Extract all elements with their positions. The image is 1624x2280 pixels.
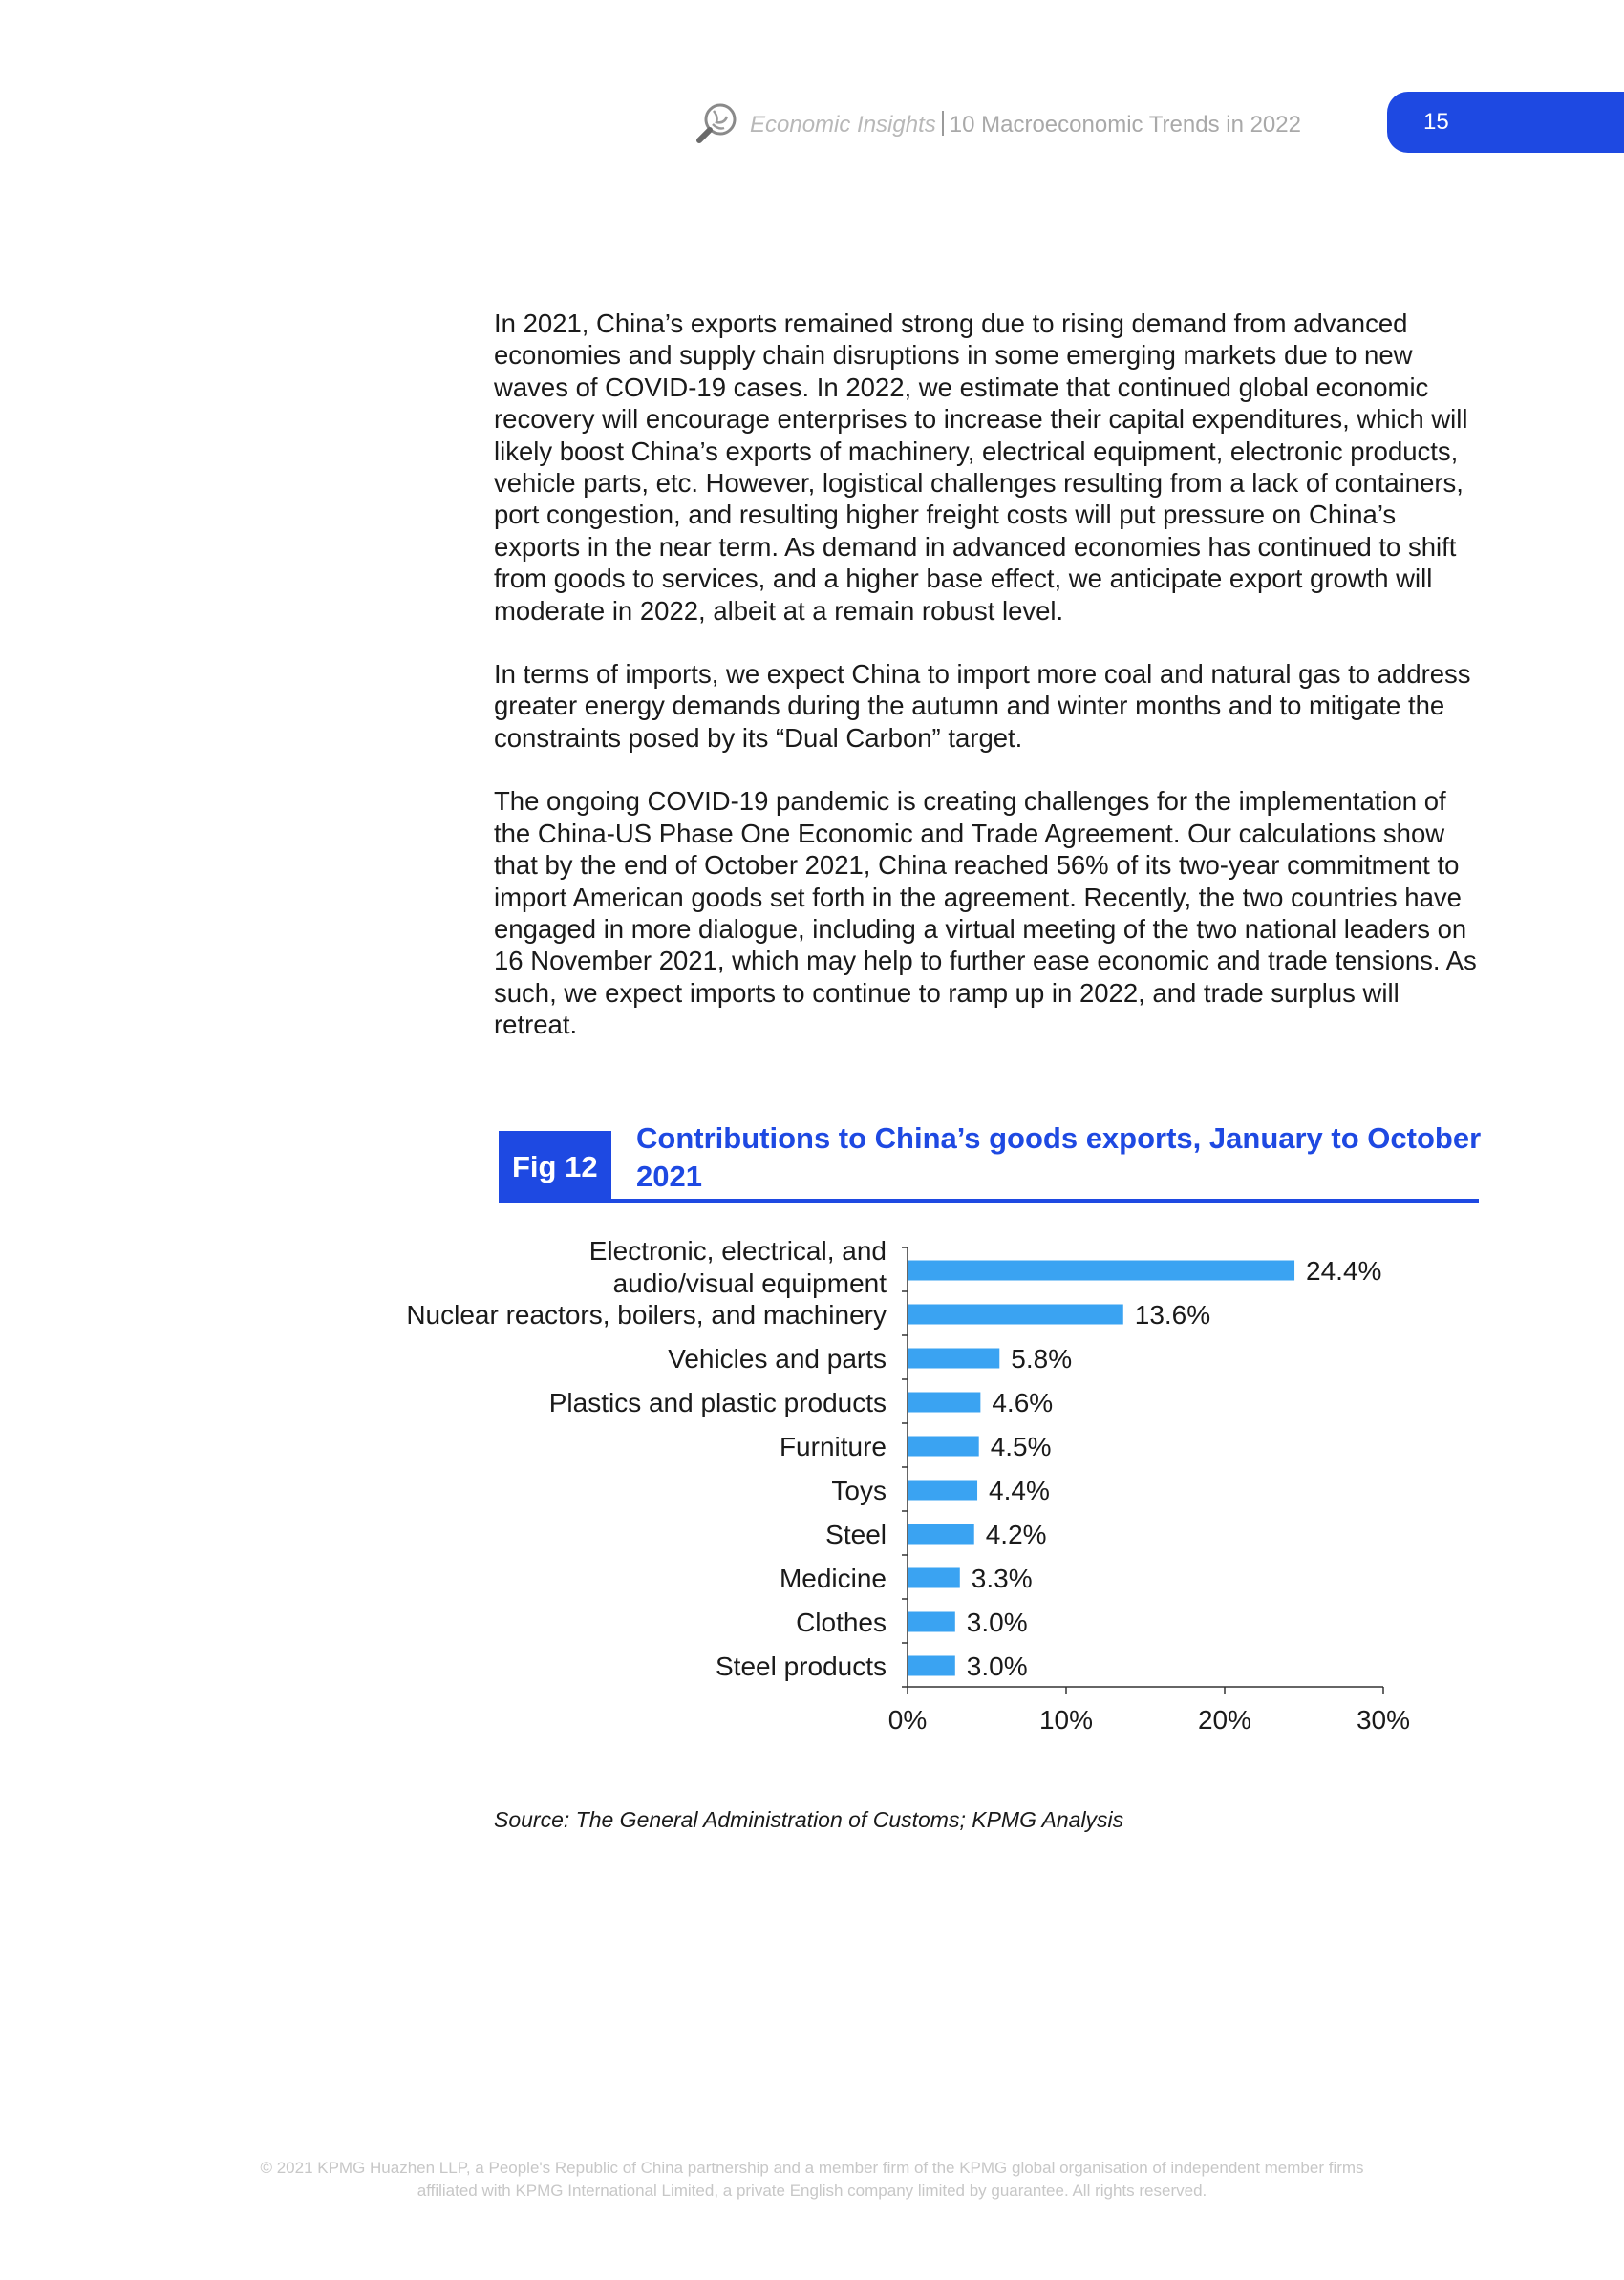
category-label: Clothes [796,1608,887,1637]
exports-contribution-chart [382,1232,1433,1767]
bar-4 [908,1437,979,1457]
paragraph-exports: In 2021, China’s exports remained strong due to rising demand from advanced economies and supply chain disruptions in some emerging markets due to new waves of COVID-19 cases. In 2022, we estimate that continued global economic recovery will encourage enterprises to increase their capital expenditures, which will likely boost China’s exports of machinery, electrical equipment, electronic products, vehicle parts, etc. However, logistical challenges resulting from a lack of containers, port congestion, and resulting higher freight costs will put pressure on China’s exports in the near term. As demand in advanced economies has continued to shift from goods to services, and a higher base effect, we anticipate export growth will moderate in 2022, albeit at a remain robust level. [494,309,1468,626]
footer-line-1: © 2021 KPMG Huazhen LLP, a People's Republic of China partnership and a member firm of the KPMG global organisation of independent member firms [260,2159,1364,2177]
figure-label: Fig 12 [512,1150,598,1183]
figure-source: Source: The General Administration of Customs; KPMG Analysis [494,1807,1124,1832]
category-label: Steel [825,1520,887,1549]
bar-value-label: 24.4% [1306,1256,1382,1286]
bar-1 [908,1305,1123,1325]
bar-8 [908,1612,955,1632]
figure-label-box [499,1131,611,1203]
paragraph-trade-agreement: The ongoing COVID-19 pandemic is creating challenges for the implementation of the China-US Phase One Economic and Trade Agreement. Our calculations show that by the end of October 2021, China reached 56% of its two-year commitment to import American goods set forth in the agreement. Recently, the two countries have engaged in more dialogue, including a virtual meeting of the two national leaders on 16 November 2021, which may help to further ease economic and trade tensions. As such, we expect imports to continue to ramp up in 2022, and trade surplus will retreat. [494,786,1477,1040]
header-doc-title: 10 Macroeconomic Trends in 2022 [949,112,1301,138]
header-series: Economic Insights [750,112,936,138]
category-label: Nuclear reactors, boilers, and machinery [406,1300,887,1330]
page-number-tab [1387,92,1624,153]
paragraph-imports: In terms of imports, we expect China to import more coal and natural gas to address greater energy demands during the autumn and winter months and to mitigate the constraints posed by its “Dual Carbon” target. [494,659,1471,753]
magnifier-globe-icon [695,101,739,145]
x-tick-label: 10% [1038,1705,1094,1735]
x-tick-label: 30% [1356,1705,1411,1735]
bar-0 [908,1261,1294,1281]
bar-value-label: 5.8% [1011,1344,1073,1374]
bar-9 [908,1656,955,1676]
copyright-footer [143,2157,1481,2203]
category-label: Medicine [779,1564,887,1593]
bar-value-label: 3.0% [966,1651,1028,1681]
header-title [750,111,1301,139]
header-divider [942,111,944,136]
bar-7 [908,1568,960,1588]
bar-value-label: 4.6% [992,1388,1054,1417]
x-tick-label: 0% [887,1705,928,1735]
category-label: Toys [831,1476,887,1505]
bar-value-label: 13.6% [1134,1300,1211,1330]
figure-title: Contributions to China’s goods exports, January to October 2021 [636,1121,1482,1193]
category-label: Plastics and plastic products [548,1388,887,1417]
figure-title-rule [499,1199,1479,1203]
footer-line-2: affiliated with KPMG International Limited, a private English company limited by guarantee. All rights reserved. [417,2182,1207,2200]
bar-2 [908,1349,999,1369]
bar-3 [908,1393,980,1413]
page-number: 15 [1423,109,1449,135]
category-label: Steel products [716,1651,887,1681]
page-header [0,92,1624,159]
bar-value-label: 4.2% [985,1520,1047,1549]
bar-value-label: 4.5% [990,1432,1052,1461]
bar-5 [908,1481,977,1501]
category-label: Electronic, electrical, and [588,1236,887,1266]
bar-value-label: 4.4% [989,1476,1050,1505]
bar-value-label: 3.3% [971,1564,1033,1593]
x-tick-label: 20% [1197,1705,1252,1735]
category-label: audio/visual equipment [612,1268,887,1298]
bar-6 [908,1524,974,1545]
bar-value-label: 3.0% [966,1608,1028,1637]
category-label: Vehicles and parts [668,1344,887,1374]
category-label: Furniture [779,1432,887,1461]
body-text [494,308,1487,1073]
